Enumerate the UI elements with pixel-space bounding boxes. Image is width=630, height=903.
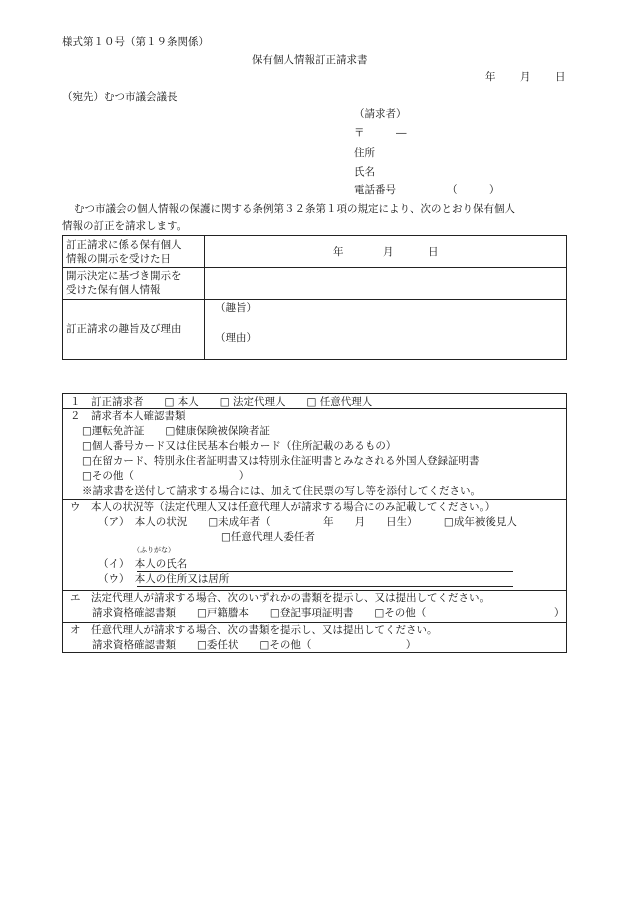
date-year-label: 年	[485, 71, 496, 83]
postal-code-field[interactable]: 〒 ―	[354, 127, 407, 139]
principal-status-row[interactable]: （ア） 本人の状況 □未成年者（ 年 月 日生） □成年被後見人	[98, 516, 517, 528]
form-number: 様式第１０号（第１９条関係）	[62, 36, 209, 48]
principal-delegator-option[interactable]: □任意代理人委任者	[221, 531, 315, 543]
addressee: （宛先）むつ市議会議長	[62, 91, 178, 103]
id-docs-note: ※請求書を送付して請求する場合には、加えて住民票の写し等を添付してください。	[82, 485, 481, 497]
name-field[interactable]: 氏名	[354, 166, 375, 178]
disclosure-year[interactable]: 年	[333, 246, 344, 258]
date-day-label: 日	[555, 71, 566, 83]
phone-label: 電話番号	[354, 184, 396, 196]
principal-status-title: ウ 本人の状況等（法定代理人又は任意代理人が請求する場合にのみ記載してください。）	[70, 501, 496, 513]
address-field[interactable]: 住所	[354, 147, 375, 159]
intro-line-1: むつ市議会の個人情報の保護に関する条例第３２条第１項の規定により、次のとおり保有個人	[74, 203, 515, 215]
section-divider	[62, 590, 567, 591]
id-docs-other[interactable]: □その他（ ）	[82, 470, 250, 482]
principal-name-label: （イ） 本人の氏名	[98, 558, 188, 570]
section-divider	[62, 499, 567, 500]
principal-address-field[interactable]	[137, 586, 513, 587]
disclosure-day[interactable]: 日	[428, 246, 439, 258]
table-divider	[204, 235, 205, 360]
voluntary-agent-title: オ 任意代理人が請求する場合、次の書類を提示し、又は提出してください。	[70, 624, 438, 636]
reason-field[interactable]: （理由）	[215, 332, 257, 344]
legal-agent-title: エ 法定代理人が請求する場合、次のいずれかの書類を提示し、又は提出してください。	[70, 592, 490, 604]
page-title: 保有個人情報訂正請求書	[252, 54, 368, 66]
phone-field[interactable]: （ ）	[447, 184, 500, 196]
disclosed-info-label: 開示決定に基づき開示を	[66, 270, 182, 282]
purpose-reason-label: 訂正請求の趣旨及び理由	[66, 323, 182, 335]
id-docs-option-1[interactable]: □運転免許証 □健康保険被保険者証	[82, 425, 270, 437]
legal-agent-docs-row[interactable]: 請求資格確認書類 □戸籍謄本 □登記事項証明書 □その他（	[92, 607, 427, 619]
intro-line-2: 情報の訂正を請求します。	[62, 220, 188, 232]
voluntary-agent-docs-row[interactable]: 請求資格確認書類 □委任状 □その他（ ）	[92, 639, 417, 651]
disclosed-info-field[interactable]	[210, 272, 562, 296]
disclosure-date-label: 訂正請求に係る保有個人	[66, 239, 182, 251]
date-month-label: 月	[520, 71, 531, 83]
id-docs-title: ２ 請求者本人確認書類	[70, 410, 186, 422]
disclosed-info-label-2: 受けた保有個人情報	[66, 284, 161, 296]
disclosure-date-label-2: 情報の開示を受けた日	[66, 253, 171, 265]
disclosure-month[interactable]: 月	[383, 246, 394, 258]
section-divider	[62, 408, 567, 409]
principal-name-field[interactable]	[137, 571, 513, 572]
table-row-divider	[62, 299, 567, 300]
furigana-label: （ふりがな）	[133, 546, 175, 554]
id-docs-option-3[interactable]: □在留カード、特別永住者証明書又は特別永住証明書とみなされる外国人登録証明書	[82, 455, 480, 467]
requester-type-row[interactable]: １ 訂正請求者 □ 本人 □ 法定代理人 □ 任意代理人	[70, 396, 373, 408]
section-divider	[62, 622, 567, 623]
legal-agent-docs-close: ）	[554, 607, 565, 619]
purpose-field[interactable]: （趣旨）	[215, 302, 257, 314]
requester-heading: （請求者）	[354, 108, 407, 120]
principal-address-label: （ウ） 本人の住所又は居所	[98, 573, 230, 585]
id-docs-option-2[interactable]: □個人番号カード又は住民基本台帳カード（住所記載のあるもの）	[82, 440, 397, 452]
table-row-divider	[62, 267, 567, 268]
